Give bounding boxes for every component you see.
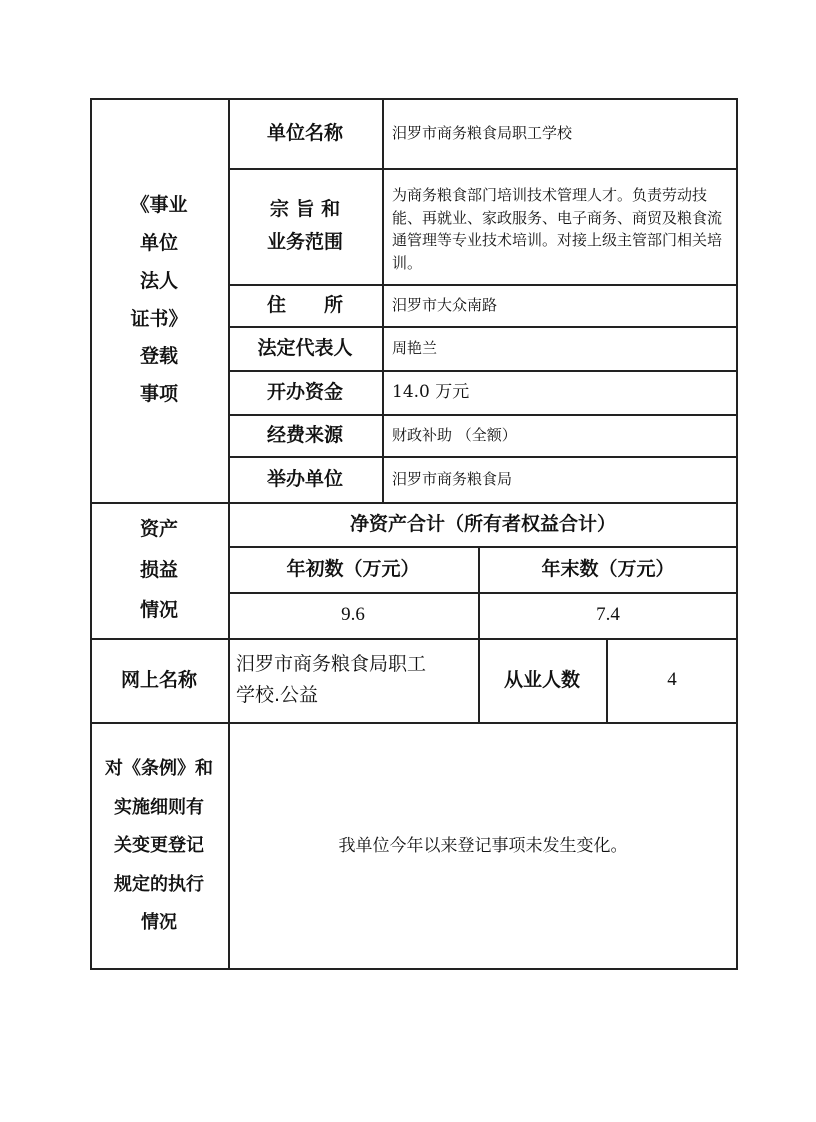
purpose-label-line: 业务范围 (266, 231, 343, 253)
address-value: 汨罗市大众南路 (392, 296, 498, 314)
address-label: 住 所 (266, 293, 343, 316)
registration-heading-line: 法人 (139, 269, 178, 292)
purpose-value: 为商务粮食部门培训技术管理人才。负责劳动技能、再就业、家政服务、电子商务、商贸及粮食流通管理等专业技术培训。对接上级主管部门相关培训。 (392, 186, 723, 272)
funding-label: 经费来源 (266, 423, 343, 446)
purpose-label-line: 宗 旨 和 (269, 198, 341, 221)
compliance-heading-line: 关变更登记 (114, 835, 204, 857)
assets-heading-line: 资产 (139, 517, 178, 540)
staff-count-value: 4 (667, 668, 677, 690)
sponsor-value: 汨罗市商务粮食局 (392, 470, 513, 488)
compliance-heading-line: 规定的执行 (114, 873, 204, 895)
compliance-heading-line: 情况 (141, 912, 177, 934)
compliance-heading (90, 722, 228, 970)
registration-heading (90, 98, 228, 502)
year-start-value: 9.6 (341, 603, 365, 625)
online-name-line: 汨罗市商务粮食局职工 (236, 653, 427, 676)
year-end-value: 7.4 (596, 603, 620, 625)
funding-value: 财政补助 （全额） (392, 426, 517, 444)
year-start-header: 年初数（万元） (286, 557, 420, 580)
net-assets-header: 净资产合计（所有者权益合计） (349, 512, 616, 535)
online-name-label: 网上名称 (120, 668, 197, 691)
compliance-heading-line: 实施细则有 (114, 796, 204, 818)
capital-value: 14.0 万元 (392, 381, 470, 402)
assets-heading-line: 损益 (139, 558, 178, 581)
unit-name-value: 汨罗市商务粮食局职工学校 (392, 124, 573, 142)
compliance-heading-line: 对《条例》和 (105, 758, 213, 780)
registration-heading-line: 事项 (139, 383, 178, 406)
registration-heading-line: 登载 (139, 345, 178, 368)
sponsor-label: 举办单位 (266, 467, 343, 490)
annual-report-form (90, 98, 738, 970)
purpose-label (228, 168, 382, 284)
compliance-statement: 我单位今年以来登记事项未发生变化。 (338, 835, 628, 856)
registration-heading-line: 单位 (139, 231, 178, 254)
online-name-line: 学校.公益 (236, 684, 319, 706)
capital-label: 开办资金 (266, 380, 343, 403)
staff-count-label: 从业人数 (503, 668, 580, 691)
assets-heading (90, 502, 228, 638)
registration-heading-line: 《事业 (130, 194, 188, 217)
legal-rep-label: 法定代表人 (257, 336, 353, 359)
unit-name-label: 单位名称 (266, 121, 343, 144)
legal-rep-value: 周艳兰 (392, 339, 438, 357)
online-name-value (228, 638, 478, 722)
year-end-header: 年末数（万元） (541, 557, 675, 580)
assets-heading-line: 情况 (139, 599, 178, 622)
registration-heading-line: 证书》 (130, 307, 188, 330)
